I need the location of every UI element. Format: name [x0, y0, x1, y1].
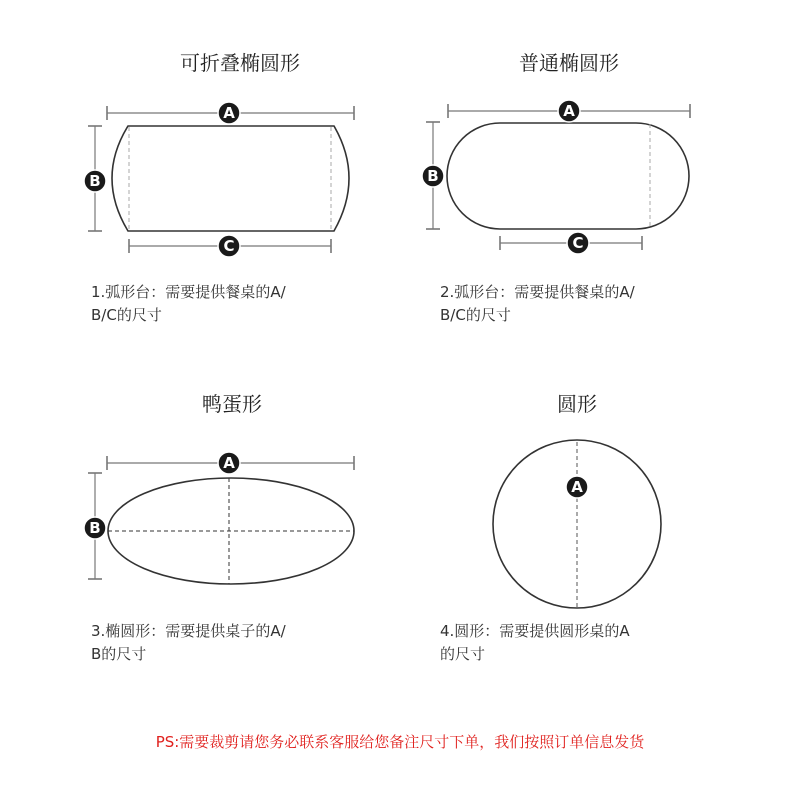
marker-c: C — [572, 234, 584, 252]
caption-line: B/C的尺寸 — [440, 306, 511, 324]
marker-c: C — [223, 237, 235, 255]
regular-oval-shape — [426, 104, 690, 250]
panel-caption — [440, 620, 730, 666]
folding-oval-shape — [88, 106, 354, 253]
panel-title: 普通椭圆形 — [519, 51, 619, 75]
panel-title: 圆形 — [557, 392, 597, 416]
panel-caption — [91, 281, 381, 327]
caption-line: B/C的尺寸 — [91, 306, 162, 324]
marker-a: A — [223, 454, 235, 472]
marker-b: B — [427, 167, 439, 185]
ps-note: PS:需要裁剪请您务必联系客服给您备注尺寸下单，我们按照订单信息发货 — [155, 733, 645, 751]
panel-title: 鸭蛋形 — [202, 392, 262, 416]
egg-shape — [88, 456, 354, 584]
marker-a: A — [223, 104, 235, 122]
panel-caption — [440, 281, 730, 327]
marker-a: A — [571, 478, 583, 496]
round-shape — [493, 440, 661, 608]
caption-line: 2.弧形台：需要提供餐桌的A/ — [440, 283, 635, 301]
marker-b: B — [89, 519, 101, 537]
panel-caption — [91, 620, 381, 666]
caption-line: 4.圆形：需要提供圆形桌的A — [440, 622, 630, 640]
panel-title: 可折叠椭圆形 — [180, 51, 300, 75]
caption-line: 的尺寸 — [440, 645, 486, 663]
caption-line: 1.弧形台：需要提供餐桌的A/ — [91, 283, 286, 301]
caption-line: 3.椭圆形：需要提供桌子的A/ — [91, 622, 286, 640]
caption-line: B的尺寸 — [91, 645, 147, 663]
marker-a: A — [563, 102, 575, 120]
marker-b: B — [89, 172, 101, 190]
